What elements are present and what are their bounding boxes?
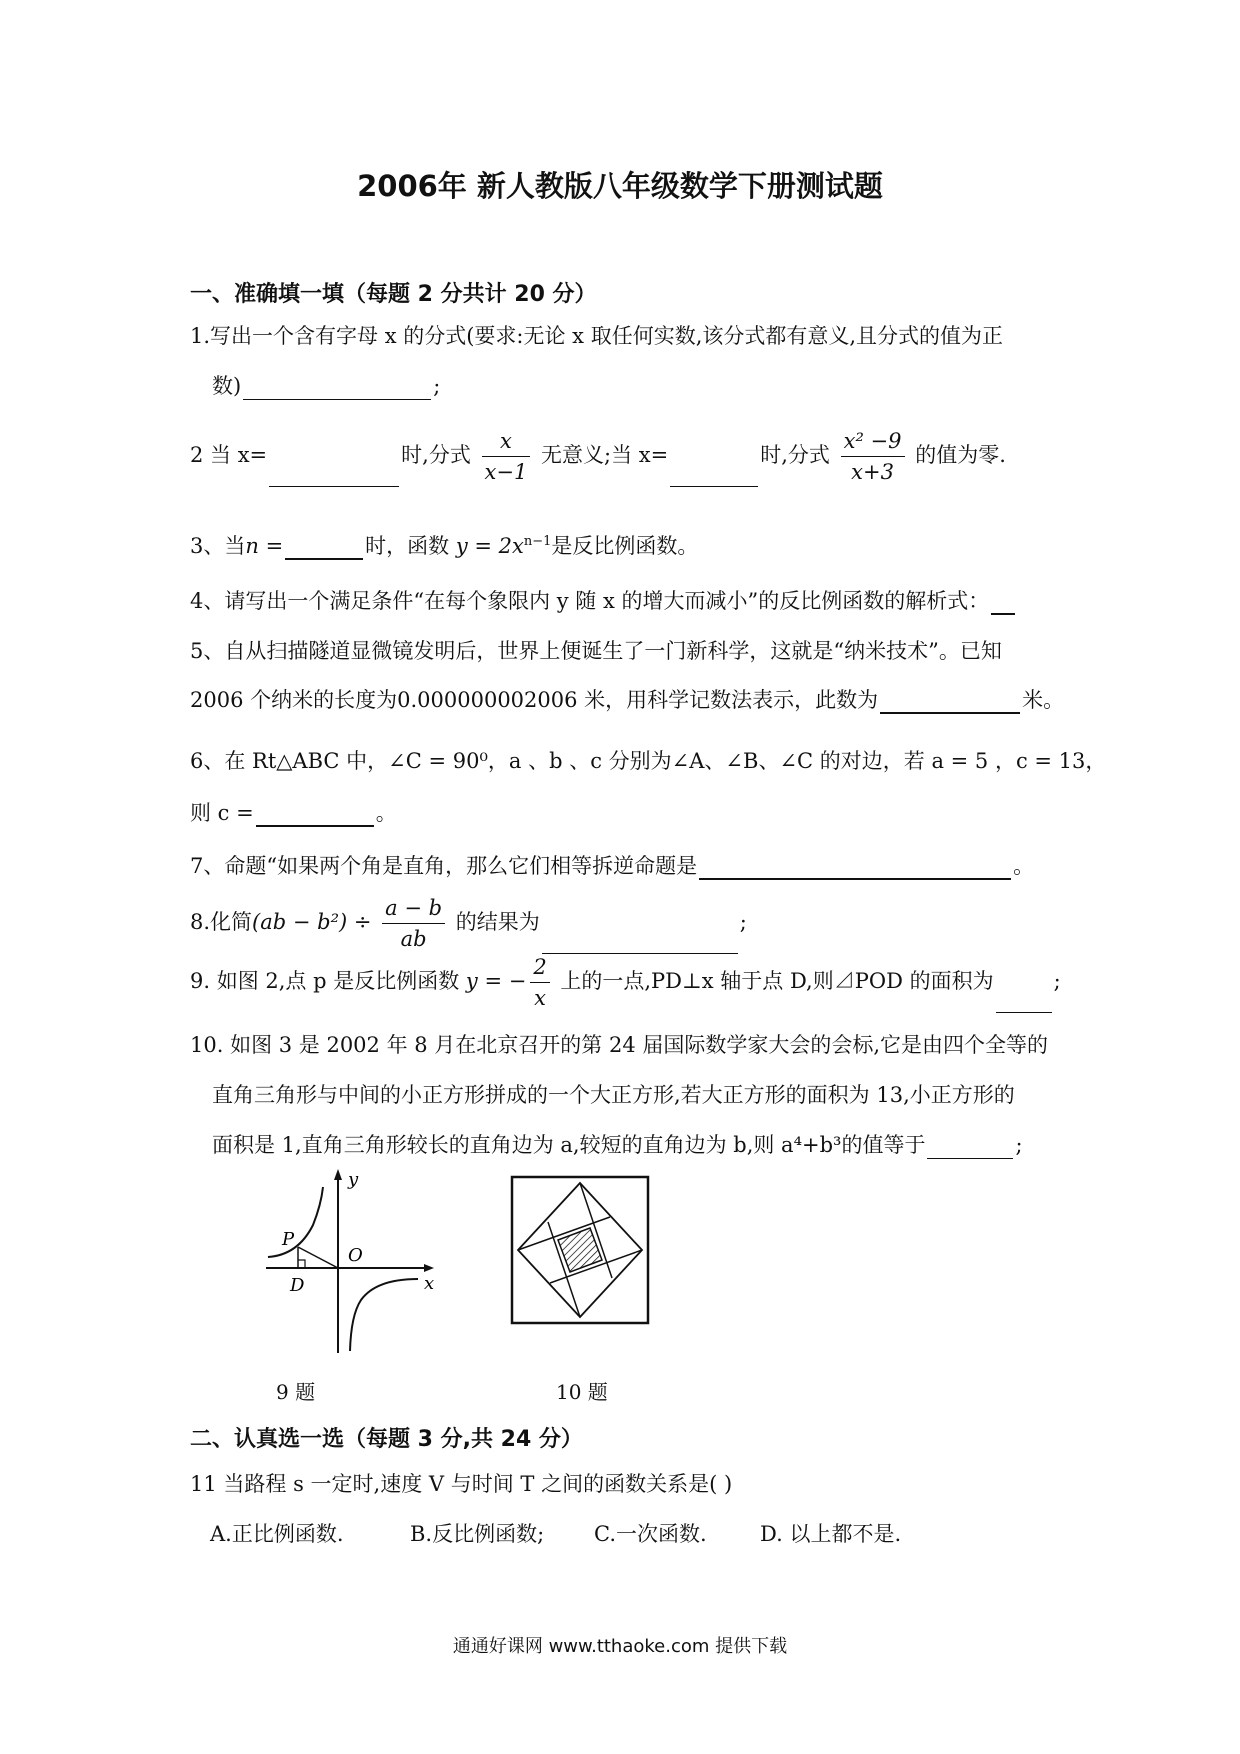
q9-fraction-denominator: x — [534, 986, 546, 1010]
label-d: D — [290, 1275, 305, 1296]
figure-9-hyperbola — [258, 1165, 438, 1355]
q9-text-1: 9. 如图 2,点 p 是反比例函数 — [190, 969, 460, 993]
q9-text-3: 上的一点,PD⊥x 轴于点 D,则⊿POD 的面积为 — [560, 969, 994, 993]
q2-text-2: 时,分式 — [401, 443, 471, 467]
right-angle-mark — [298, 1260, 305, 1268]
question-10-line-2: 直角三角形与中间的小正方形拼成的一个大正方形,若大正方形的面积为 13,小正方形的 — [212, 1083, 1015, 1107]
q3-text-5: 是反比例函数。 — [551, 534, 699, 558]
q3-text-3: 时，函数 — [365, 534, 450, 558]
q2-fraction-1-numerator: x — [482, 426, 531, 457]
question-11-option-c: C.一次函数. — [594, 1522, 707, 1546]
q4-text: 4、请写出一个满足条件“在每个象限内 y 随 x 的增大而减小”的反比例函数的解析式： — [190, 589, 990, 613]
label-p: P — [282, 1229, 295, 1250]
q2-text-3: 无意义;当 x= — [541, 443, 669, 467]
small-shaded-square — [558, 1228, 602, 1272]
q9-suffix: ; — [1053, 969, 1061, 993]
q2-fraction-2-numerator: x² −9 — [841, 426, 905, 457]
label-y: y — [348, 1169, 359, 1190]
question-10-line-3 — [212, 1131, 1023, 1159]
q5-answer-blank — [880, 690, 1020, 714]
question-10-line-1: 10. 如图 3 是 2002 年 8 月在北京召开的第 24 届国际数学家大会的会标,它是由四个全等的 — [190, 1033, 1049, 1057]
question-11-option-b: B.反比例函数; — [410, 1522, 545, 1546]
q1-suffix: ; — [433, 374, 441, 398]
y-axis-arrow-icon — [334, 1169, 342, 1180]
q10-suffix: ; — [1015, 1133, 1023, 1157]
question-5-line-2 — [190, 686, 1064, 714]
figure-10-caption: 10 题 — [556, 1380, 608, 1404]
q3-answer-blank — [285, 536, 363, 560]
q8-text-1: 8.化简 — [190, 910, 253, 934]
q8-fraction-numerator: a − b — [382, 893, 445, 924]
question-6-line-2 — [190, 799, 397, 827]
q2-fraction-1 — [482, 426, 531, 487]
q6-suffix: 。 — [375, 801, 397, 825]
q2-text-5: 的值为零. — [915, 443, 1006, 467]
hyperbola-branch-upper-left — [268, 1187, 323, 1257]
q9-fraction — [530, 952, 549, 1013]
label-x: x — [424, 1273, 435, 1294]
q4-answer-blank — [991, 591, 1015, 615]
q8-text-3: 的结果为 — [455, 910, 540, 934]
section-1-heading: 一、准确填一填（每题 2 分共计 20 分） — [190, 282, 597, 307]
q1-answer-blank — [243, 377, 431, 400]
q8-suffix: ; — [739, 910, 747, 934]
section-2-heading: 二、认真选一选（每题 3 分,共 24 分） — [190, 1427, 583, 1452]
q2-blank-1 — [269, 464, 399, 487]
question-11-option-a: A.正比例函数. — [210, 1522, 344, 1546]
q3-function: y = 2x — [455, 534, 524, 558]
q2-fraction-2 — [841, 426, 905, 487]
question-3 — [190, 528, 698, 560]
question-4 — [190, 587, 1017, 615]
question-7 — [190, 852, 1034, 880]
q3-exponent: n−1 — [523, 534, 552, 549]
q3-text-1: 3、当 — [190, 534, 246, 558]
figure-9-caption: 9 题 — [276, 1380, 316, 1404]
q8-fraction-denominator: ab — [400, 927, 427, 951]
question-11-stem: 11 当路程 s 一定时,速度 V 与时间 T 之间的函数关系是( ) — [190, 1472, 733, 1496]
question-2 — [190, 426, 1006, 487]
footer-source: 通通好课网 www.tthaoke.com 提供下载 — [452, 1636, 788, 1657]
q2-blank-2 — [670, 464, 758, 487]
q8-answer-blank — [542, 931, 738, 954]
question-6-line-1: 6、在 Rt△ABC 中，∠C = 90⁰，a 、b 、c 分别为∠A、∠B、∠C 的对边，若 a = 5 ，c = 13， — [190, 749, 1107, 773]
q8-fraction — [382, 893, 445, 954]
q2-text-4: 时,分式 — [760, 443, 830, 467]
q9-fraction-numerator: 2 — [530, 952, 549, 983]
segment-po — [298, 1247, 338, 1268]
q2-fraction-2-denominator: x+3 — [851, 460, 894, 484]
question-11-option-d: D. 以上都不是. — [760, 1522, 902, 1546]
page-title: 2006年 新人教版八年级数学下册测试题 — [357, 169, 883, 203]
q6-answer-blank — [256, 803, 374, 827]
question-5-line-1: 5、自从扫描隧道显微镜发明后，世界上便诞生了一门新科学，这就是“纳米技术”。已知 — [190, 639, 1002, 663]
label-o: O — [348, 1245, 363, 1266]
hyperbola-branch-lower-right — [350, 1279, 418, 1351]
q1-prefix: 数) — [212, 374, 242, 398]
q3-variable-n: n = — [245, 534, 284, 558]
question-8 — [190, 893, 747, 954]
question-1-line-1: 1.写出一个含有字母 x 的分式(要求:无论 x 取任何实数,该分式都有意义,且分式的值为正 — [190, 324, 1004, 348]
q7-answer-blank — [699, 856, 1011, 880]
q6-prefix: 则 c = — [190, 801, 254, 825]
q9-answer-blank — [996, 990, 1052, 1013]
question-1-line-2 — [212, 372, 440, 400]
q7-text: 7、命题“如果两个角是直角，那么它们相等拆逆命题是 — [190, 854, 698, 878]
q5-text: 2006 个纳米的长度为0.000000002006 米，用科学记数法表示，此数为 — [190, 688, 879, 712]
q8-expression: (ab − b²) ÷ — [252, 910, 372, 934]
q5-suffix: 米。 — [1022, 688, 1065, 712]
q10-text: 面积是 1,直角三角形较长的直角边为 a,较短的直角边为 b,则 a⁴+b³的值等于 — [212, 1133, 926, 1157]
question-9 — [190, 952, 1061, 1013]
q7-suffix: 。 — [1013, 854, 1035, 878]
q2-text-1: 2 当 x= — [190, 443, 268, 467]
x-axis-arrow-icon — [424, 1264, 434, 1272]
q9-function: y = − — [465, 969, 527, 993]
q10-answer-blank — [927, 1136, 1013, 1159]
figure-10-square — [510, 1175, 650, 1325]
q2-fraction-1-denominator: x−1 — [484, 460, 528, 484]
